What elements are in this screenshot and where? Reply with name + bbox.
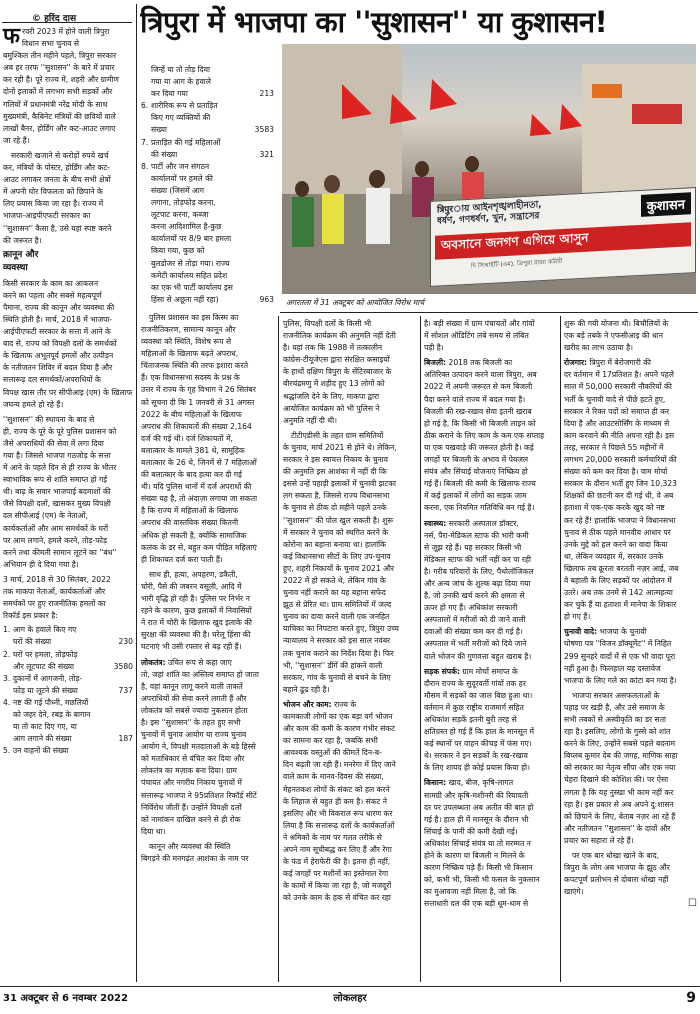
- list-item: 8. पार्टी और जन संगठन कार्यालयों पर हमले की संख्या (जिसमें आग लगाना, तोड़फोड़ करना, लूटपाट करना, कब्जा करना आदिशामिल है-कुछ कार्यालयों पर 8/9 बार हमला किया गया, कुछ को बुलडोजर से तोड़ा गया। राज्य कमेटी कार्यालय सहित प्रदेश का एक भी पार्टी कार्यालय इस हिंसा से अछूता नहीं रहा) 963: [141, 161, 274, 304]
- column-rule: [136, 4, 137, 982]
- paragraph: पर एक बार धोखा खाने के बाद, त्रिपुरा के लोग अब भाजपा के झूठ और कपटपूर्ण प्रलोभन से दोबारा धोखा नहीं खाएंगे।: [564, 851, 670, 897]
- paragraph: पुलिस प्रशासन का इस किस्म का राजनीतिकरण, सामान्य कानून और व्यवस्था को स्थिति, विशेष रूप से महिलाओं के खिलाफ बढ़ते अपराध, चिंताजनक स्थिति की तरफ इशारा करते हैं। एक विधानसभा सदस्य के प्रश्न के उत्तर में राज्य के गृह विभाग ने 26 सितंबर को सूचना दी कि 1 जनवरी से 31 अगस्त 2022 के बीच महिलाओं के खिलाफ अपराध की शिकायतों की संख्या 2,164 दर्ज की गई थी। दर्ज शिकायतों में, बलात्कार के मामले 381 थे, सामूहिक बलात्कार के 26 थे, जिनमें से 7 महिलाओं की बलात्कार के बाद हत्या कर दी गई थी। यदि पुलिस थानों में दर्ज अपराधों की संख्या यह है, तो अंदाज़ा लगाया जा सकता है कि राज्य में महिलाओं के खिलाफ अपराध की वास्तविक संख्या कितनी अधिक हो सकती है, क्योंकि सामाजिक कलंक के डर से, बहुत कम पीड़ित महिलाएं ही शिकायत दर्ज करा पाती हैं।: [141, 312, 258, 564]
- banner-title: कुशासन: [641, 192, 691, 217]
- paragraph: साथ ही, हत्या, अपहरण, डकैती, चोरी, पैसे की जबरन वसूली, आदि में भारी वृद्धि हो रही है। पुलिस पर निर्भर न रहने के कारण, कुछ इलाकों में निवासियों ने रात में चोरी के खिलाफ खुद इलाके की सुरक्षा की व्यवस्था की है। घरेलू हिंसा की घटनाएं भी उसी रफ्तार से बढ़ रही हैं।: [141, 569, 253, 652]
- paragraph: 3 मार्च, 2018 से 30 सितंबर, 2022 तक माकपा नेताओं, कार्यकर्ताओं और समर्थकों पर हुए राजनीतिक हमलों का रिकॉर्ड इस प्रकार है:: [3, 574, 111, 621]
- list-item: 3. दुकानों में आगजनी, तोड़- फोड़ या लूटने की संख्या 737: [3, 673, 133, 695]
- paragraph: किसान: खाद, बीज, कृषि-लागत सामग्री और कृषि-मशीनरी की रियायती दर पर उपलब्धता अब अतीत की बात हो गई है। हाल ही में मानसून के दौरान भी सिंचाई के पानी की कमी देखी गई। अधिकांश सिंचाई संयंत्र या तो मरम्मत न होने के कारण या बिजली न मिलने के कारण निष्क्रिय पड़े हैं। किसी भी किसान को, कभी भी, किसी भी फसल के नुकसान का मुआवजा नहीं मिला है, जो कि सत्ताधारी दल की एक बड़ी धूम-धाम से: [424, 778, 540, 909]
- list-item: 6. शारीरिक रूप से प्रताड़ित किए गए व्यक्तियों की संख्या 3583: [141, 101, 274, 135]
- column-1: [3, 26, 133, 757]
- photo-caption: अगरतला में 31 अक्टूबर को आयोजित विरोध मार्च: [286, 298, 425, 307]
- paragraph: शुरू की गयी योजना थी। बिचौलियों के एक बड़े तबके ने एफसीआइ की धान खरीद का लाभ उठाया है।: [564, 319, 669, 353]
- subheading-election-promises: चुनावी वादे:: [564, 627, 598, 637]
- banner-line-1: त्रिपुरায় আইনশৃঙ্খলাহীনতা,: [437, 200, 542, 216]
- paragraph: किसी सरकार के काम का आकलन करने का पहला और सबसे महत्वपूर्ण पैमाना, राज्य की कानून और व्यवस्था की स्थिति होती है। मार्च, 2018 में भाजपा- आईपीएफटी सरकार के सत्ता में आने के बाद से, राज्य को विपक्षी दलों के समर्थकों के खिलाफ अभूतपूर्व हमलों और उत्पीड़न के नतीजतन शिविर में बदल दिया है और सत्तारूढ़ दल समर्थकों/अपराधियों के विपक्ष खास तौर पर सीपीआइ (एम) के खिलाफ जघन्य हमले हो रहे हैं।: [3, 278, 133, 409]
- paragraph: भाजपा सरकार असफलताओं के पहाड़ पर खड़ी है, और उसे समाज के सभी तबकों से अस्वीकृति का डर सता रहा है। इसलिए, लोगों के गुस्से को शांत करने के लिए, उन्होंने सबसे पहले बदनाम बिप्लब कुमार देब की जगह, माणिक साहा को सरकार का नेतृत्व सौंपा और एक नया चेहरा दिखाने की कोशिश की। पर ऐसा लगता है कि यह नुस्खा भी काम नहीं कर रहा है। इस प्रकार से अब अपने दु:शासन को छिपाने के लिए, बेताब नज़र आ रहे हैं और नतीजतन ''सुशासन'' के दावों और प्रचार का सहारा ले रहे हैं।: [564, 690, 678, 845]
- byline-text: © हरिंद दास: [32, 14, 77, 24]
- subheading-employment: रोजगार:: [564, 358, 588, 368]
- paragraph: टीटीएडीसी के तहत ग्राम समितियों के चुनाव, मार्च 2021 से होने थे। लेकिन, सरकार ने इस स्वायत्त निकाय के चुनाव की अनुमति इस आशंका में नहीं दी कि इससे उन्हें पहाड़ी इलाकों में चुनावी झटका लग सकता है, जिससे राज्य विधानसभा के चुनाव से ठीक दो महीने पहले उनके ''सुशासन'' की पोल खुल सकती है। शुरू में सरकार ने चुनाव को स्थगित करने के कोरोना का बहाना बनाया था। हालांकि कई विधानसभा सीटों के लिए उप-चुनाव हुए, शहरी निकायों के चुनाव 2021 और 2022 में हो सकते थे, लेकिन गांव के चुनाव नहीं कराने का यह बहाना सफेद झूठ से प्रेरित था। ग्राम समितियों में जल्द चुनाव का दावा करने वाली एक जनहित याचिका का निपटारा करते हुए, त्रिपुरा उच्च न्यायालय ने सरकार को इस साल नवंबर तक चुनाव कराने का निर्देश दिया है। फिर भी, ''सुशासन'' डींगें की हांकने वाली सरकार, गांव के चुनावों से बचने के लिए बहाने ढूंढ रही है।: [283, 430, 399, 694]
- paragraph: सड़क संपर्क: ग्राम मोचों समाप्त के दौरान राज्य के सुदूरवर्ती गांवों तक हर मौसम में सड़कों का जाल बिछ हुआ था। वर्तमान में कुछ राष्ट्रीय राजमार्ग सहित अधिकांश सड़कें इतनी बुरी तरह से क्षतिग्रस्त हो गई हैं कि हाल के मानसून में कई स्थानों पर वाहन कीचड़ में फंस गए। थे। सरकार ने इन सड़कों के रख-रखाव के लिए शायद ही कोई प्रयास किया हो।: [424, 666, 535, 773]
- footer-date: 31 अक्टूबर से 6 नवम्बर 2022: [3, 993, 128, 1004]
- caption-rule: [280, 312, 698, 313]
- paragraph: सरकारी खजाने से करोड़ों रुपये खर्च कर, मंत्रियों के पोस्टर, होर्डिंग और कट- आउट लगाकर जनता के बीच सभी क्षेत्रों में अपनी घोर विफलता को छिपाने के लिए प्रयास किया जा रहा है। राज्य में भाजपा-आइपीएफटी सरकार का ''सुशासन'' कैसा है, उसे यहां स्पष्ट करने की जरूरत है।: [3, 150, 112, 245]
- paragraph: है। बड़ी संख्या में ग्राम पंचायतों और गांवों में सोशल ऑडिटिंग लंबे समय से लंबित पड़ी है।: [424, 319, 535, 353]
- footer-publication: लोकलहर: [333, 993, 367, 1004]
- attack-list-continued: [141, 64, 274, 306]
- paragraph: लोकतंत्र: उचित रूप से कहा जाए तो, जहां शांति का अस्तित्व समाप्त हो जाता है, वहां कानून लागू करने वाली ताकतें अपराधियों की सेवा करने लगती हैं और लोकतंत्र को सबसे ज्यादा नुकसान होता है। इस ''सुशासन'' के तहत हुए सभी चुनावों में चुनाव आयोग या राज्य चुनाव आयोग ने, विपक्षी मतदाताओं के बड़े हिस्से को मताधिकार से वंचित कर दिया और लोकतंत्र का मज़ाक बना दिया। ग्राम पंचायत और नगरीय निकाय चुनावों में सत्तारूढ़ भाजपा ने 95प्रतिशत रिकॉर्ड सीटें निर्विरोध जीतीं हैं। उन्होंने विपक्षी दलों को नामांकन दाखिल करने से ही रोक दिया था।: [141, 657, 259, 836]
- paragraph: ''सुशासन'' की स्थापना के बाद से ही, राज्य के पूरे के पूरे पुलिस प्रशासन को जैसे अपराधियों की सेवा में लगा दिया गया है। जिससे भाजपा गठजोड़ के सत्ता में आने के पहले दिन से ही राज्य के भीतर स्वाभाविक रूप से शांति समाप्त हो गई थी। बाढ़ के सवार भाजपाई बदमाशों की जैसे विपक्षी दलों, खासकर मुख्य विपक्षी दल सीपीआई (एम) के नेताओं, कार्यकर्ताओं और आम समर्थकों के घरों पर आम लगाने, हमले करने, तोड़-फोड़ करने तथा कीमती सामान लूटने का ''बंध'' अभियान ही दे दिया गया है।: [3, 414, 117, 569]
- list-item: 7. प्रताड़ित की गई महिलाओं की संख्या 321: [141, 137, 274, 159]
- drop-cap: फ: [3, 24, 20, 49]
- subheading-electricity: बिजली:: [424, 358, 447, 368]
- column-rule: [278, 316, 279, 982]
- paragraph: पुलिस, विपक्षी दलों के किसी भी राजनीतिक कार्यक्रम की अनुमति नहीं देती है। यहां तक कि 1988 में तत्कालीन कांग्रेस-टीयूजेएस द्वारा संरक्षित कसाइयों के हाथों दक्षिण त्रिपुरा के सेंटिरबाजार के बीरचंद्रमणु में शहीद हुए 13 लोगों को श्रद्धांजलि देने के लिए, माकपा द्वारा आयोजित कार्यक्रम को भी पुलिस ने अनुमति नहीं दी थी।: [283, 319, 396, 425]
- subheading-roads: सड़क संपर्क:: [424, 666, 460, 676]
- column-4: [424, 318, 557, 911]
- paragraph: बिजली: 2018 तक बिजली का अतिरिक्त उत्पादन करने वाला त्रिपुरा, अब 2022 में अपनी जरूरत से कम बिजली पैदा करने वाले राज्य में बदल गया है। बिजली की रख-रखाव सेवा इतनी खराब हो गई है, कि किसी भी बिजली लाइन को ठीक कराने के लिए काम के कम एक सप्ताह या एक पखवाड़े की जरूरत होती है। कई जगहों पर बिजली के अभाव में पेयजल संयंत्र और सिंचाई योजनाएं निष्क्रिय हो गई हैं। बिजली की कमी के खिलाफ राज्य में कई इलाकों में लोगों का सड़क जाम करना, एक नियमित गतिविधि बन गई है।: [424, 358, 545, 513]
- column-5: [564, 318, 697, 910]
- column-2: [141, 64, 274, 865]
- end-mark-icon: ☐: [688, 898, 697, 910]
- paragraph: भोजन और काम: राज्य के कामकाजी लोगों का एक बड़ा वर्ग भोजन और काम की कमी के कारण गंभीर संकट का सामना कर रहा है, जबकि सभी आवश्यक वस्तुओं की कीमतें दिन-ब- दिन बढ़ती जा रही हैं। मनरेगा में दिए जाने वाले काम के मानव-दिवस की संख्या, मेहनतकश लोगों के संकट को हल करने के लिहाज से बहुत ही कम है। संकट ने इसलिए और भी विकराल रूप धारण कर लिया है कि सत्तारूढ़ दलों के कार्यकर्ताओं ने श्रमिकों के नाम पर गलत तरीके से अपने नाम सूचीबद्ध कर लिए हैं और रेगा के फंड में हेराफेरी की है। इतना ही नहीं, कई जगहों पर मशीनों का इस्तेमाल रेगा के कामों में किया जा रहा है, जो मजदूरों को उनके काम के हक से वंचित कर रहा: [283, 699, 396, 903]
- paragraph: स्वास्थ्य: सरकारी अस्पताल डॉक्टर, नर्स, पैरा-मेडिकल स्टाफ की भारी कमी से जूझ रहे हैं। यह सरकार किसी भी मेडिकल स्टाफ की भर्ती नहीं कर पा रही है। गरीब परिवारों के लिए, पैथोलॉजिकल और अन्य जांच के शुल्क बढ़ा दिया गया है, जो उनकी खर्च करने की क्षमता से ऊपर हो गए हैं। अधिकांश सरकारी अस्पतालों में मरीजों को दी जाने वाली दवाओं की संख्या कम कर दी गई है। अस्पताल में भर्ती मरीजों को दिये जाने वाले भोजन की गुणवत्ता बहुत खराब है।: [424, 518, 534, 661]
- paragraph: कानून और व्यवस्था की स्थिति बिगड़ने की मनगढ़ंत आशंका के नाम पर: [141, 841, 249, 863]
- paragraph: चुनावी वादे: भाजपा के चुनावी घोषणा पत्र ''विजन डॉक्यूमेंट'' में निहित 299 सुनहरे वादों में से एक भी वादा पूरा नहीं हुआ है। फिलहाल यह दस्तावेज भाजपा के लिए गले का कांटा बन गया है।: [564, 627, 677, 685]
- subheading-food-work: भोजन और काम:: [283, 699, 332, 709]
- subheading-health: स्वास्थ्य:: [424, 518, 447, 528]
- paragraph: रोजगार: त्रिपुरा में बेरोजगारी की दर वर्तमान में 17प्रतिशत है। अपने पहले साल में 50,000 सरकारी नौकरियों की भर्ती के चुनावी वादे से पीछे हटते हुए, सरकार ने रिक्त पदों को समाप्त ही कर दिया है और आउटसोर्सिंग के माध्यम से काम करवाने की नीति अपना रही है। इस तरह, सरकार ने पिछले 55 महीनों में लगभग 20,000 सरकारी कर्मचारियों की संख्या को कम कर दिया है। वाम मोर्चा सरकार के दौरान भर्ती हुए जिन 10,323 शिक्षकों की छटनी कर दी गई थी, वे अब हताशा में एक-एक करके खुद को नष्ट कर रहे हैं! हालांकि भाजपा ने विधानसभा चुनाव से ठीक पहले मानवीय आधार पर उनके मुद्दे को हल करने का वादा किया था, लेकिन व्यवहार में, सरकार उनके खिलाफ तब क्रूरता बरतती नज़र आई, जब वे बहाली के लिए सड़कों पर आंदोलन में उतरे। अब तक उनमें से 142 आत्महत्या कर चुके हैं या हताशा में मानेपा के शिकार हो गए हैं।: [564, 358, 679, 622]
- subheading-farmers: किसान:: [424, 778, 447, 788]
- photo: [282, 44, 696, 294]
- headline: त्रिपुरा में भाजपा का ''सुशासन'' या कुशासन!: [140, 5, 608, 39]
- subheading-democracy: लोकतंत्र:: [141, 657, 166, 667]
- column-rule: [560, 316, 561, 982]
- intro-paragraph: फरवरी 2023 में होने वाली त्रिपुरा विधान सभा चुनाव से बमुश्किल तीन महीने पहले, त्रिपुरा सरकार अब हर तरफ ''सुशासन'' के बारे में प्रचार कर रही है। पूरे राज्य में, शहरी और ग्रामीण दोनों इलाकों में लगभग सभी सड़कों और गलियों में प्रधानमंत्री नरेंद्र मोदी के साथ मुख्यमंत्री, कैबिनेट मंत्रियों की छवियों वाले लाखों बैनर, होर्डिंग और कट-आउट लगाए जा रहे हैं।: [3, 24, 119, 145]
- footer-rule: [0, 986, 700, 987]
- banner-line-2: ধর্ষণ, গণধর্ষণ, খুন, সন্ত্রাসের: [437, 211, 540, 227]
- list-item: 4. नष्ट की गई पौध्नी, मछलियों को जहर देने, रबड़ के बागान या तो काट दिए गए, या आग लगाने की संख्या 187: [3, 697, 133, 744]
- banner-line-3: অবসানে জনগণ এগিয়ে আসুন: [435, 222, 691, 259]
- list-item: जिन्हें या तो तोड़ दिया गया या आग के हवाले कर दिया गया 213: [151, 65, 274, 99]
- byline: [2, 6, 132, 23]
- column-3: [283, 318, 416, 905]
- list-item: 5. उन वाहनों की संख्या: [3, 746, 69, 756]
- list-item: 1. आग के हवाले किए गए घरों की संख्या 230: [3, 625, 133, 647]
- list-item: 2. घरों पर हमला, तोड़फोड़ और लूटपाट की संख्या 3580: [3, 649, 133, 671]
- protest-banner: [430, 187, 696, 287]
- section-heading: क़ानून और व्यवस्था: [3, 249, 39, 273]
- page-number: 9: [686, 990, 696, 1006]
- banner-small: দি সিআইটি (এম), ত্রিপুরা রাজ্য কমিটি: [471, 258, 563, 270]
- attack-list: [3, 624, 133, 757]
- column-rule: [420, 316, 421, 982]
